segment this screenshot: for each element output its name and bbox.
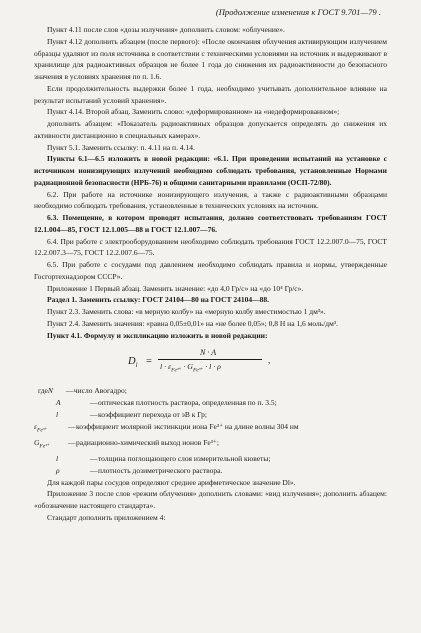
- paragraph: дополнить абзацем: «Показатель радиоактивных образцов допускается определять до снижения их активности дистанционно в специальных камерах».: [34, 119, 387, 140]
- paragraph: Пункт 4.12 дополнить абзацем (после первого): «После окончания облучения активирующим излучением образцы удаляют из поля источника в соответствии с техническими условиями на источник и выдерживают в хранилище для радиоактивных образцов не более 1 года до снижения их радиоактивности до безопасного значения в условиях хранения по п. 1.6.: [34, 36, 387, 81]
- paragraph: Пункты 6.1—6.5 изложить в новой редакции: «6.1. При проведении испытаний на установке с источником ионизирующих излучений необходимо соблюдать требования, установленные Нормами радиационной безопасности (НРБ-76) и общими санитарными правилами (ОСП-72/80).: [34, 154, 387, 187]
- formula-denominator: $l \cdot \varepsilon_{Fe^{3+}} \cdot G_{Fe^{3+}} \cdot l \cdot \rho$: [160, 362, 221, 374]
- explication-list: [34, 385, 387, 476]
- fraction-bar: [158, 359, 262, 360]
- paragraph: Приложение 3 после слов «режим облучения» дополнить словами: «вид излучения»; дополнить абзацем: «обозначение настоящего стандарта».: [34, 489, 387, 510]
- paragraph: 6.3. Помещение, в котором проводят испытания, должно соответствовать требованиям ГОСТ 12.1.004—85, ГОСТ 12.1.005—88 и ГОСТ 12.1.007—76.: [34, 213, 387, 234]
- explication-item: A — оптическая плотность раствора, определенная по п. 3.5;: [56, 397, 387, 409]
- paragraph: Пункт 4.11 после слов «дозы излучения» дополнить словом: «облучение».: [47, 25, 285, 34]
- formula-lhs: $D_l$: [128, 356, 138, 370]
- paragraph: Пункт 4.14. Второй абзац. Заменить слово: «деформированном» на «недеформированном»;: [47, 107, 340, 117]
- explication-item: ρ — плотность дозиметрического раствора.: [56, 465, 387, 477]
- paragraph: Пункт 2.4. Заменить значения: «равна 0,05±0,01» на «не более 0,05»; 0,8 Н на 1,6 моль/дм³.: [47, 318, 338, 328]
- paragraph: Если продолжительность выдержки более 1 года, необходимо учитывать дополнительное влияние на результат испытаний условий хранения».: [34, 83, 387, 105]
- definition: коэффициент перехода от эВ к Гр;: [98, 409, 207, 419]
- paragraph: Для каждой пары сосудов определяют среднее арифметическое значение Dl».: [47, 477, 296, 487]
- paragraph: Раздел 1. Заменить ссылку: ГОСТ 24104—80 на ГОСТ 24104—88.: [47, 295, 269, 305]
- paragraph: 6.5. При работе с сосудами под давлением необходимо соблюдать правила и нормы, утвержденные Госгортехнадзором СССР».: [34, 260, 387, 281]
- paragraph: Пункт 4.1. Формулу и экспликацию изложить в новой редакции:: [47, 330, 268, 340]
- paragraph: Пункт 2.3. Заменить слова: «в мерную колбу» на «мерную колбу вместимостью 1 дм³».: [47, 307, 326, 316]
- symbol: $G_{Fe^{3+}}$: [34, 437, 50, 450]
- symbol: ρ: [56, 465, 60, 475]
- dose-formula: [34, 341, 387, 385]
- definition: плотность дозиметрического раствора.: [98, 465, 223, 475]
- formula-numerator: N · A: [200, 348, 217, 358]
- explication-item: где N — число Авогадро;: [38, 385, 387, 397]
- paragraph: 6.2. При работе на источнике ионизирующего излучения, а также с радиоактивными образцами необходимо соблюдать требования, установленные в технических условиях на источник.: [34, 189, 387, 211]
- formula-comma: ,: [268, 355, 271, 366]
- paragraph: Приложение 1 Первый абзац. Заменить значение: «до 4,0 Гр/с» на «до 10⁴ Гр/с».: [47, 283, 304, 293]
- running-header: (Продолжение изменения к ГОСТ 9.701—79 .: [215, 7, 381, 17]
- symbol: l: [56, 454, 59, 463]
- document-body: [34, 24, 387, 524]
- explication-item: $\varepsilon_{Fe^{3+}}$ — коэффициент молярной экстинкции иона Fe³⁺ на длине волны 304 нм: [34, 421, 387, 437]
- explication-item: l — коэффициент перехода от эВ к Гр;: [56, 409, 387, 421]
- symbol: A: [56, 398, 61, 407]
- symbol: l: [56, 409, 59, 419]
- paragraph: Стандарт дополнить приложением 4:: [47, 512, 166, 522]
- formula-equals: =: [146, 356, 152, 368]
- paragraph: Пункт 5.1. Заменить ссылку: п. 4.11 на п. 4.14.: [47, 142, 195, 152]
- definition: число Авогадро;: [73, 386, 127, 396]
- explication-item: l — толщина поглощающего слоя измерительной кюветы;: [56, 453, 387, 465]
- definition: радиационно-химический выход ионов Fe³⁺;: [76, 437, 219, 447]
- symbol: $\varepsilon_{Fe^{3+}}$: [34, 421, 48, 433]
- explication-item: $G_{Fe^{3+}}$ — радиационно-химический выход ионов Fe³⁺;: [34, 437, 387, 453]
- definition: толщина поглощающего слоя измерительной кюветы;: [98, 454, 271, 463]
- definition: коэффициент молярной экстинкции иона Fe³⁺ на длине волны 304 нм: [76, 421, 299, 431]
- paragraph: 6.4. При работе с электрооборудованием необходимо соблюдать требования ГОСТ 12.2.007.0—75, ГОСТ 12.2.007.3—75, ГОСТ 12.2.007.6—75.: [34, 236, 387, 258]
- symbol: N: [47, 386, 53, 396]
- definition: оптическая плотность раствора, определенная по п. 3.5;: [98, 398, 277, 407]
